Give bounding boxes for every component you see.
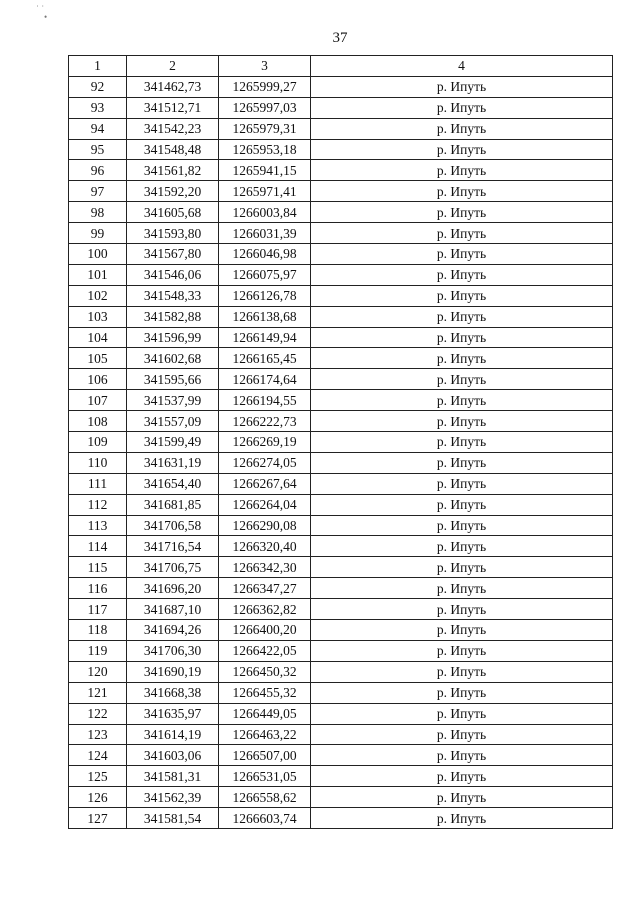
table-header-row: [69, 56, 613, 77]
x-coordinate-cell: 341599,49: [127, 432, 219, 453]
point-number-cell: 109: [69, 432, 127, 453]
point-number-cell: 120: [69, 661, 127, 682]
description-cell: р. Ипуть: [311, 160, 613, 181]
table-row: [69, 97, 613, 118]
x-coordinate-cell: 341603,06: [127, 745, 219, 766]
point-number-cell: 114: [69, 536, 127, 557]
description-cell: р. Ипуть: [311, 703, 613, 724]
coordinates-table: [68, 55, 613, 829]
point-number-cell: 103: [69, 306, 127, 327]
description-cell: р. Ипуть: [311, 432, 613, 453]
description-cell: р. Ипуть: [311, 473, 613, 494]
point-number-cell: 118: [69, 620, 127, 641]
table-row: [69, 369, 613, 390]
x-coordinate-cell: 341562,39: [127, 787, 219, 808]
point-number-cell: 116: [69, 578, 127, 599]
description-cell: р. Ипуть: [311, 327, 613, 348]
column-header: 3: [219, 56, 311, 77]
y-coordinate-cell: 1265971,41: [219, 181, 311, 202]
x-coordinate-cell: 341581,31: [127, 766, 219, 787]
table-row: [69, 640, 613, 661]
y-coordinate-cell: 1266449,05: [219, 703, 311, 724]
x-coordinate-cell: 341462,73: [127, 76, 219, 97]
table-row: [69, 432, 613, 453]
x-coordinate-cell: 341537,99: [127, 390, 219, 411]
point-number-cell: 98: [69, 202, 127, 223]
description-cell: р. Ипуть: [311, 494, 613, 515]
table-row: [69, 348, 613, 369]
y-coordinate-cell: 1266422,05: [219, 640, 311, 661]
x-coordinate-cell: 341694,26: [127, 620, 219, 641]
description-cell: р. Ипуть: [311, 661, 613, 682]
description-cell: р. Ипуть: [311, 682, 613, 703]
point-number-cell: 111: [69, 473, 127, 494]
x-coordinate-cell: 341567,80: [127, 244, 219, 265]
y-coordinate-cell: 1266463,22: [219, 724, 311, 745]
table-row: [69, 557, 613, 578]
table-row: [69, 494, 613, 515]
description-cell: р. Ипуть: [311, 620, 613, 641]
table-row: [69, 264, 613, 285]
y-coordinate-cell: 1265979,31: [219, 118, 311, 139]
description-cell: р. Ипуть: [311, 139, 613, 160]
point-number-cell: 105: [69, 348, 127, 369]
description-cell: р. Ипуть: [311, 223, 613, 244]
description-cell: р. Ипуть: [311, 264, 613, 285]
table-row: [69, 682, 613, 703]
point-number-cell: 121: [69, 682, 127, 703]
table-row: [69, 515, 613, 536]
table-row: [69, 118, 613, 139]
page-number: 37: [332, 30, 348, 46]
table-row: [69, 76, 613, 97]
y-coordinate-cell: 1266274,05: [219, 452, 311, 473]
point-number-cell: 125: [69, 766, 127, 787]
description-cell: р. Ипуть: [311, 244, 613, 265]
y-coordinate-cell: 1266149,94: [219, 327, 311, 348]
table-row: [69, 599, 613, 620]
point-number-cell: 122: [69, 703, 127, 724]
table-row: [69, 244, 613, 265]
y-coordinate-cell: 1266531,05: [219, 766, 311, 787]
x-coordinate-cell: 341706,75: [127, 557, 219, 578]
x-coordinate-cell: 341595,66: [127, 369, 219, 390]
description-cell: р. Ипуть: [311, 181, 613, 202]
y-coordinate-cell: 1266003,84: [219, 202, 311, 223]
y-coordinate-cell: 1266031,39: [219, 223, 311, 244]
description-cell: р. Ипуть: [311, 285, 613, 306]
x-coordinate-cell: 341581,54: [127, 808, 219, 829]
column-header: 4: [311, 56, 613, 77]
y-coordinate-cell: 1266075,97: [219, 264, 311, 285]
y-coordinate-cell: 1266126,78: [219, 285, 311, 306]
x-coordinate-cell: 341706,30: [127, 640, 219, 661]
y-coordinate-cell: 1266046,98: [219, 244, 311, 265]
description-cell: р. Ипуть: [311, 515, 613, 536]
x-coordinate-cell: 341546,06: [127, 264, 219, 285]
point-number-cell: 124: [69, 745, 127, 766]
point-number-cell: 97: [69, 181, 127, 202]
table-row: [69, 452, 613, 473]
table-row: [69, 390, 613, 411]
x-coordinate-cell: 341605,68: [127, 202, 219, 223]
point-number-cell: 106: [69, 369, 127, 390]
table-row: [69, 473, 613, 494]
description-cell: р. Ипуть: [311, 557, 613, 578]
description-cell: р. Ипуть: [311, 766, 613, 787]
x-coordinate-cell: 341716,54: [127, 536, 219, 557]
description-cell: р. Ипуть: [311, 348, 613, 369]
y-coordinate-cell: 1266400,20: [219, 620, 311, 641]
description-cell: р. Ипуть: [311, 745, 613, 766]
y-coordinate-cell: 1266269,19: [219, 432, 311, 453]
y-coordinate-cell: 1266138,68: [219, 306, 311, 327]
x-coordinate-cell: 341690,19: [127, 661, 219, 682]
x-coordinate-cell: 341635,97: [127, 703, 219, 724]
x-coordinate-cell: 341602,68: [127, 348, 219, 369]
y-coordinate-cell: 1266290,08: [219, 515, 311, 536]
point-number-cell: 99: [69, 223, 127, 244]
table-row: [69, 536, 613, 557]
point-number-cell: 113: [69, 515, 127, 536]
table-row: [69, 411, 613, 432]
table-row: [69, 139, 613, 160]
table-row: [69, 160, 613, 181]
y-coordinate-cell: 1266455,32: [219, 682, 311, 703]
description-cell: р. Ипуть: [311, 578, 613, 599]
description-cell: р. Ипуть: [311, 202, 613, 223]
scan-speck: ˙ ˙: [36, 4, 45, 14]
x-coordinate-cell: 341654,40: [127, 473, 219, 494]
table-row: [69, 285, 613, 306]
description-cell: р. Ипуть: [311, 599, 613, 620]
x-coordinate-cell: 341548,48: [127, 139, 219, 160]
x-coordinate-cell: 341592,20: [127, 181, 219, 202]
description-cell: р. Ипуть: [311, 411, 613, 432]
x-coordinate-cell: 341557,09: [127, 411, 219, 432]
x-coordinate-cell: 341706,58: [127, 515, 219, 536]
table-row: [69, 327, 613, 348]
y-coordinate-cell: 1266342,30: [219, 557, 311, 578]
y-coordinate-cell: 1265941,15: [219, 160, 311, 181]
column-header: 1: [69, 56, 127, 77]
description-cell: р. Ипуть: [311, 724, 613, 745]
table-row: [69, 703, 613, 724]
description-cell: р. Ипуть: [311, 390, 613, 411]
y-coordinate-cell: 1266362,82: [219, 599, 311, 620]
y-coordinate-cell: 1266222,73: [219, 411, 311, 432]
y-coordinate-cell: 1266320,40: [219, 536, 311, 557]
point-number-cell: 117: [69, 599, 127, 620]
table-row: [69, 766, 613, 787]
y-coordinate-cell: 1266194,55: [219, 390, 311, 411]
description-cell: р. Ипуть: [311, 118, 613, 139]
x-coordinate-cell: 341696,20: [127, 578, 219, 599]
x-coordinate-cell: 341631,19: [127, 452, 219, 473]
y-coordinate-cell: 1266174,64: [219, 369, 311, 390]
point-number-cell: 115: [69, 557, 127, 578]
point-number-cell: 101: [69, 264, 127, 285]
x-coordinate-cell: 341614,19: [127, 724, 219, 745]
point-number-cell: 104: [69, 327, 127, 348]
column-header: 2: [127, 56, 219, 77]
description-cell: р. Ипуть: [311, 452, 613, 473]
y-coordinate-cell: 1266603,74: [219, 808, 311, 829]
description-cell: р. Ипуть: [311, 536, 613, 557]
x-coordinate-cell: 341561,82: [127, 160, 219, 181]
table-row: [69, 808, 613, 829]
x-coordinate-cell: 341596,99: [127, 327, 219, 348]
description-cell: р. Ипуть: [311, 306, 613, 327]
y-coordinate-cell: 1265953,18: [219, 139, 311, 160]
x-coordinate-cell: 341593,80: [127, 223, 219, 244]
table-row: [69, 202, 613, 223]
description-cell: р. Ипуть: [311, 76, 613, 97]
x-coordinate-cell: 341542,23: [127, 118, 219, 139]
table-row: [69, 578, 613, 599]
point-number-cell: 119: [69, 640, 127, 661]
point-number-cell: 123: [69, 724, 127, 745]
description-cell: р. Ипуть: [311, 808, 613, 829]
description-cell: р. Ипуть: [311, 640, 613, 661]
y-coordinate-cell: 1266507,00: [219, 745, 311, 766]
y-coordinate-cell: 1266267,64: [219, 473, 311, 494]
y-coordinate-cell: 1265999,27: [219, 76, 311, 97]
y-coordinate-cell: 1266450,32: [219, 661, 311, 682]
point-number-cell: 93: [69, 97, 127, 118]
table-row: [69, 306, 613, 327]
y-coordinate-cell: 1266264,04: [219, 494, 311, 515]
table-row: [69, 745, 613, 766]
x-coordinate-cell: 341681,85: [127, 494, 219, 515]
point-number-cell: 95: [69, 139, 127, 160]
y-coordinate-cell: 1266347,27: [219, 578, 311, 599]
point-number-cell: 100: [69, 244, 127, 265]
point-number-cell: 110: [69, 452, 127, 473]
scan-speck: •: [44, 12, 48, 22]
description-cell: р. Ипуть: [311, 369, 613, 390]
point-number-cell: 127: [69, 808, 127, 829]
x-coordinate-cell: 341687,10: [127, 599, 219, 620]
table-row: [69, 724, 613, 745]
x-coordinate-cell: 341512,71: [127, 97, 219, 118]
description-cell: р. Ипуть: [311, 787, 613, 808]
point-number-cell: 126: [69, 787, 127, 808]
y-coordinate-cell: 1266165,45: [219, 348, 311, 369]
point-number-cell: 102: [69, 285, 127, 306]
y-coordinate-cell: 1265997,03: [219, 97, 311, 118]
x-coordinate-cell: 341668,38: [127, 682, 219, 703]
point-number-cell: 96: [69, 160, 127, 181]
table-body: [69, 76, 613, 828]
point-number-cell: 108: [69, 411, 127, 432]
table-row: [69, 181, 613, 202]
point-number-cell: 94: [69, 118, 127, 139]
x-coordinate-cell: 341548,33: [127, 285, 219, 306]
point-number-cell: 92: [69, 76, 127, 97]
table-row: [69, 223, 613, 244]
point-number-cell: 107: [69, 390, 127, 411]
x-coordinate-cell: 341582,88: [127, 306, 219, 327]
y-coordinate-cell: 1266558,62: [219, 787, 311, 808]
point-number-cell: 112: [69, 494, 127, 515]
description-cell: р. Ипуть: [311, 97, 613, 118]
table-row: [69, 620, 613, 641]
table-row: [69, 787, 613, 808]
table-row: [69, 661, 613, 682]
